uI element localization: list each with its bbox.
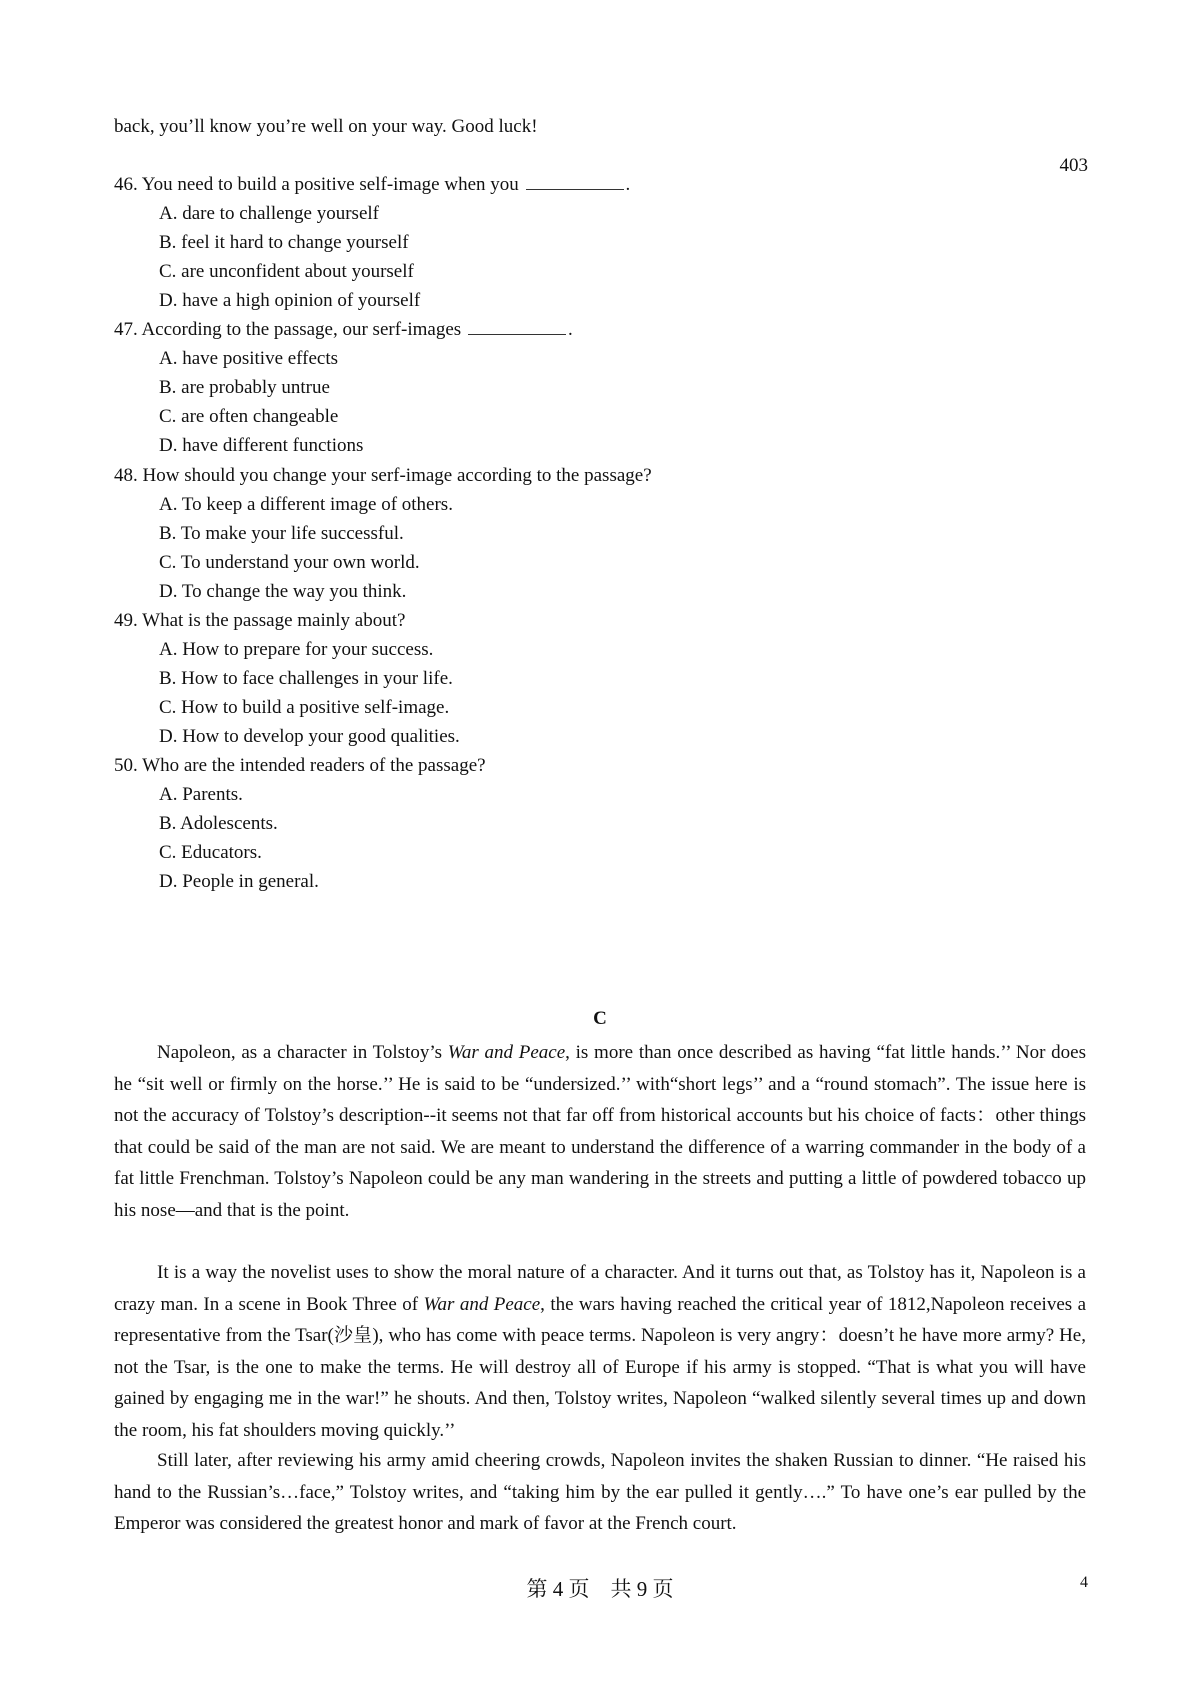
answer-blank: [526, 173, 624, 190]
answer-option: C. are often changeable: [159, 406, 339, 428]
answer-option: C. are unconfident about yourself: [159, 261, 414, 283]
page-footer: 第 4 页 共 9 页: [526, 1577, 674, 1601]
answer-option: B. How to face challenges in your life.: [159, 667, 453, 689]
answer-option: D. How to develop your good qualities.: [159, 725, 460, 747]
answer-option: B. feel it hard to change yourself: [159, 232, 409, 254]
passage-paragraph-1: [114, 1037, 1086, 1227]
question-text: 50. Who are the intended readers of the passage?: [114, 755, 486, 776]
question-punctuation: .: [567, 319, 573, 341]
question-stem: [114, 318, 573, 342]
answer-option: A. dare to challenge yourself: [159, 203, 379, 225]
page-corner-number: 4: [1080, 1574, 1088, 1591]
word-count: 403: [1059, 155, 1088, 176]
book-title: War and Peace: [423, 1293, 541, 1315]
answer-option: B. To make your life successful.: [159, 522, 404, 544]
answer-option: B. Adolescents.: [159, 813, 278, 835]
answer-option: C. How to build a positive self-image.: [159, 696, 450, 718]
paragraph-text: It is a way the novelist uses to show the moral nature of a character. And it turns out that, as Tolstoy has it, Napoleon is a crazy man. In a scene in Book Three of: [114, 1262, 1086, 1315]
passage-paragraph-2: [114, 1257, 1086, 1447]
answer-option: D. have a high opinion of yourself: [159, 290, 421, 312]
answer-option: C. Educators.: [159, 842, 262, 864]
paragraph-text: Napoleon, as a character in Tolstoy’s: [157, 1042, 448, 1063]
question-stem: [114, 464, 652, 488]
question-stem: [114, 173, 630, 197]
answer-option: B. are probably untrue: [159, 377, 330, 399]
answer-option: A. have positive effects: [159, 348, 339, 370]
question-punctuation: .: [625, 174, 631, 195]
question-text: 49. What is the passage mainly about?: [114, 609, 406, 631]
section-heading: C: [593, 1008, 607, 1029]
book-title: War and Peace: [447, 1042, 566, 1063]
question-text: 48. How should you change your serf-image according to the passage?: [114, 464, 652, 486]
answer-option: A. To keep a different image of others.: [159, 493, 453, 515]
answer-option: A. How to prepare for your success.: [159, 638, 434, 660]
passage-closing-line: back, you’ll know you’re well on your way. Good luck!: [114, 116, 538, 137]
answer-option: D. People in general.: [159, 871, 319, 893]
question-text: 47. According to the passage, our serf-images: [114, 319, 466, 341]
paragraph-text: Still later, after reviewing his army amid cheering crowds, Napoleon invites the shaken Russian to dinner. “He raised his hand to the Russian’s…face,” Tolstoy writes, and “taking him by the ear pulled it gently….” To have one’s ear pulled by the Emperor was considered the greatest honor and mark of favor at the French court.: [114, 1450, 1086, 1535]
question-text: 46. You need to build a positive self-image when you: [114, 174, 524, 195]
paragraph-text: , the wars having reached the critical year of 1812,Napoleon receives a representative from the Tsar(沙皇), who has come with peace terms. Napoleon is very angry：doesn’t he have more army? He, not the Tsar, is the one to make the terms. He will destroy all of Europe if his army is stopped. “That is what you will have gained by engaging me in the war!” he shouts. And then, Tolstoy writes, Napoleon “walked silently several times up and down the room, his fat shoulders moving quickly.’’: [114, 1293, 1086, 1441]
answer-blank: [468, 318, 566, 335]
paragraph-text: , is more than once described as having “fat little hands.’’ Nor does he “sit well or firmly on the horse.’’ He is said to be “undersized.’’ with“short legs’’ and a “round stomach”. The issue here is not the accuracy of Tolstoy’s description--it seems not that far off from historical accounts but his choice of facts：other things that could be said of the man are not said. We are meant to understand the difference of a warring commander in the body of a fat little Frenchman. Tolstoy’s Napoleon could be any man wandering in the streets and putting a little of powdered tobacco up his nose—and that is the point.: [114, 1042, 1086, 1221]
question-stem: [114, 609, 405, 633]
answer-option: A. Parents.: [159, 784, 243, 806]
answer-option: D. To change the way you think.: [159, 580, 407, 602]
question-stem: [114, 754, 486, 778]
answer-option: D. have different functions: [159, 435, 364, 457]
answer-option: C. To understand your own world.: [159, 551, 420, 573]
passage-paragraph-3: [114, 1445, 1086, 1540]
